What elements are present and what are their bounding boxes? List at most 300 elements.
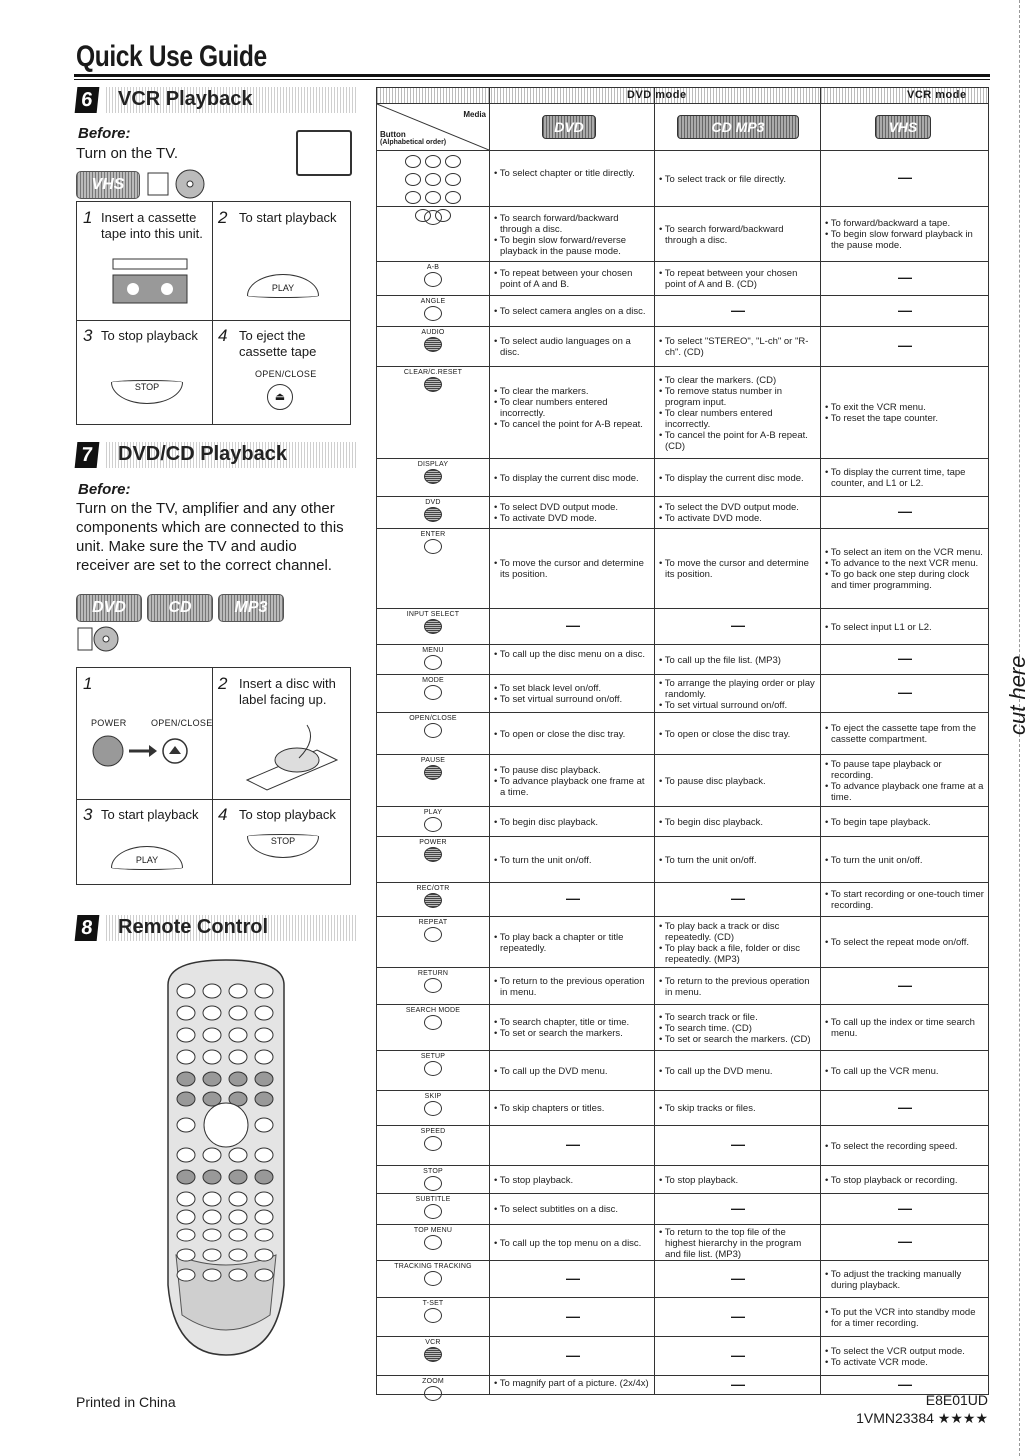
- vcr-function-cell: [824, 817, 984, 828]
- cd-function-cell: [658, 558, 816, 580]
- remote-button-cell: [377, 1227, 489, 1252]
- empty-cell-dash: —: [898, 684, 912, 700]
- remote-button-icon: [424, 377, 442, 392]
- remote-button-label: SPEED: [420, 1128, 446, 1135]
- remote-button-icon: [424, 1386, 442, 1401]
- function-text: • To repeat between your chosen point of A and B. (CD): [659, 268, 798, 290]
- remote-key[interactable]: [229, 1170, 247, 1184]
- remote-key[interactable]: [255, 1170, 273, 1184]
- remote-key[interactable]: [255, 1148, 273, 1162]
- play-button[interactable]: PLAY: [111, 846, 183, 870]
- empty-cell-dash: —: [731, 1269, 745, 1286]
- vcr-function-cell: [824, 855, 984, 866]
- function-text: • To select the VCR output mode.: [825, 1345, 965, 1357]
- function-text: • To select DVD output mode.: [494, 502, 619, 513]
- cd-function-cell: [658, 502, 816, 524]
- mp3-badge: MP3: [218, 594, 284, 622]
- remote-key[interactable]: [229, 1050, 247, 1064]
- remote-key[interactable]: [203, 1249, 221, 1261]
- remote-key[interactable]: [229, 1192, 247, 1206]
- remote-button-label: SEARCH MODE: [405, 1007, 461, 1014]
- dvd-function-cell: [493, 855, 651, 866]
- function-text: • To turn the unit on/off.: [659, 854, 757, 866]
- remote-key[interactable]: [229, 984, 247, 998]
- remote-button-cell: [377, 461, 489, 486]
- remote-button-cell: [377, 919, 489, 944]
- remote-button-label: SUBTITLE: [415, 1196, 451, 1203]
- function-text: • To put the VCR into standby mode for a timer recording.: [825, 1306, 976, 1329]
- function-text: • To return to the top file of the highest hierarchy in the program and file list. (MP3): [659, 1227, 802, 1260]
- remote-key[interactable]: [177, 1249, 195, 1261]
- remote-key[interactable]: [229, 1249, 247, 1261]
- remote-button-cell: [377, 298, 489, 323]
- remote-key[interactable]: [177, 984, 195, 998]
- cd-function-cell: [658, 655, 816, 666]
- function-text: • To call up the file list. (MP3): [659, 654, 781, 666]
- section-dvd-header: [76, 442, 366, 472]
- function-text: • To select track or file directly.: [659, 173, 787, 185]
- table-row: [377, 882, 988, 917]
- function-text: • To select the DVD output mode.: [659, 502, 799, 513]
- vcr-function-cell: [824, 1066, 984, 1077]
- remote-key[interactable]: [177, 1028, 195, 1042]
- remote-key[interactable]: [229, 1229, 247, 1241]
- remote-button-label: MODE: [422, 677, 444, 684]
- function-text: • To select an item on the VCR menu.: [825, 547, 983, 558]
- function-text: • To forward/backward a tape.: [825, 218, 951, 229]
- remote-button-label: SETUP: [420, 1053, 446, 1060]
- vhs-media-badge: VHS: [875, 115, 931, 139]
- remote-key[interactable]: [203, 1229, 221, 1241]
- vcr-function-cell: [824, 937, 984, 948]
- remote-button-cell: [377, 1007, 489, 1032]
- remote-key[interactable]: [255, 1229, 273, 1241]
- empty-cell-dash: —: [898, 169, 912, 185]
- table-row: [377, 712, 988, 755]
- remote-button-cell: [377, 1093, 489, 1118]
- table-row: [377, 644, 988, 675]
- function-text: • To activate VCR mode.: [825, 1356, 928, 1368]
- remote-button-cell: [377, 209, 489, 227]
- vcr-step-4-text: To eject the cassette tape: [239, 328, 317, 359]
- function-text: • To start recording or one-touch timer recording.: [825, 889, 984, 911]
- empty-cell-dash: —: [898, 269, 912, 285]
- remote-button-icon: [424, 1176, 442, 1191]
- dvd-function-cell: [493, 976, 651, 998]
- function-text: • To select audio languages on a disc.: [494, 336, 631, 358]
- function-text: • To magnify part of a picture. (2x/4x): [494, 1378, 649, 1389]
- empty-cell-dash: —: [898, 503, 912, 519]
- function-text: • To cancel the point for A-B repeat. (CD): [659, 429, 808, 452]
- remote-key[interactable]: [203, 1050, 221, 1064]
- vhs-badge: VHS: [76, 171, 140, 199]
- empty-cell-dash: —: [566, 617, 580, 633]
- table-row: [377, 206, 988, 262]
- remote-button-icon: [424, 685, 442, 700]
- remote-button-cell: [377, 1053, 489, 1078]
- function-text: • To stop playback.: [494, 1174, 574, 1186]
- function-text: • To clear the markers.: [494, 385, 589, 397]
- section-number: 7: [75, 442, 100, 468]
- empty-cell-dash: —: [898, 1199, 912, 1216]
- cd-function-cell: [658, 1066, 816, 1077]
- function-text: • To begin slow forward/reverse playback in the pause mode.: [494, 234, 626, 257]
- remote-button-label: DISPLAY: [417, 461, 449, 468]
- cd-mp3-media-badge: CD MP3: [677, 115, 799, 139]
- function-text: • To cancel the point for A-B repeat.: [494, 418, 643, 430]
- cd-function-cell: [658, 1175, 816, 1186]
- remote-button-icon: [424, 1136, 442, 1151]
- before-label: Before:: [78, 125, 131, 142]
- cd-function-cell: [658, 976, 816, 998]
- remote-button-icon: [424, 306, 442, 321]
- remote-button-cell: [377, 499, 489, 524]
- remote-button-label: CLEAR/C.RESET: [403, 369, 463, 376]
- empty-cell-dash: —: [566, 1307, 580, 1324]
- function-text: • To call up the disc menu on a disc.: [494, 649, 646, 660]
- vcr-steps-box: 1 Insert a cassette tape into this unit. 2 To start playback PLAY 3 To stop playback STOP 4 To eject the cassette tape OPEN/CLOSE ⏏: [76, 201, 351, 425]
- part-code: 1VMN23384 ★★★★: [856, 1410, 988, 1426]
- remote-button-cell: [377, 329, 489, 354]
- remote-key[interactable]: [177, 1050, 195, 1064]
- function-text: • To begin disc playback.: [659, 816, 764, 828]
- function-text: • To stop playback.: [659, 1174, 739, 1186]
- remote-button-icon: [424, 847, 442, 862]
- function-text: • To call up the DVD menu.: [659, 1065, 773, 1077]
- vcr-function-cell: [824, 1346, 984, 1368]
- remote-button-label: TRACKING TRACKING: [394, 1263, 472, 1270]
- function-text: • To play back a track or disc repeatedly. (CD): [659, 920, 780, 943]
- remote-key[interactable]: [177, 1210, 195, 1224]
- page-title: Quick Use Guide: [76, 40, 267, 73]
- cd-function-cell: [658, 1012, 816, 1045]
- table-row: [377, 1260, 988, 1298]
- play-button[interactable]: PLAY: [247, 274, 319, 298]
- remote-key[interactable]: [203, 1028, 221, 1042]
- remote-button-icon: [424, 1347, 442, 1362]
- remote-button-label: A-B: [426, 264, 440, 271]
- empty-cell-dash: —: [898, 650, 912, 666]
- function-text: • To advance to the next VCR menu.: [825, 558, 979, 569]
- table-row: [377, 496, 988, 529]
- function-text: • To select the recording speed.: [825, 1140, 958, 1152]
- cd-function-cell: [658, 174, 816, 185]
- function-text: • To set black level on/off.: [494, 683, 602, 694]
- function-text: • To select chapter or title directly.: [494, 168, 635, 179]
- empty-cell-dash: —: [731, 1375, 745, 1392]
- empty-cell-dash: —: [898, 337, 912, 353]
- function-text: • To turn the unit on/off.: [494, 854, 592, 866]
- cut-here-label: cut here: [1005, 655, 1030, 735]
- remote-key[interactable]: [177, 1229, 195, 1241]
- cd-function-cell: [658, 921, 816, 965]
- empty-cell-dash: —: [731, 617, 745, 633]
- table-row: [377, 1050, 988, 1091]
- remote-key[interactable]: [255, 1210, 273, 1224]
- function-text: • To return to the previous operation in menu.: [494, 975, 645, 998]
- table-row: [377, 366, 988, 459]
- remote-key[interactable]: [229, 1210, 247, 1224]
- remote-button-icon: [424, 337, 442, 352]
- table-row: [377, 1297, 988, 1337]
- function-text: • To adjust the tracking manually during playback.: [825, 1268, 962, 1291]
- vcr-step-3-text: To stop playback: [101, 328, 198, 343]
- power-openclose-icons: [91, 734, 209, 768]
- remote-key[interactable]: [255, 1050, 273, 1064]
- vcr-function-cell: [824, 218, 984, 251]
- function-text: • To move the cursor and determine its position.: [494, 558, 644, 580]
- empty-cell-dash: —: [731, 1199, 745, 1216]
- empty-cell-dash: —: [898, 1233, 912, 1249]
- remote-key[interactable]: [255, 1249, 273, 1261]
- remote-button-cell: [377, 1300, 489, 1325]
- dvd-function-cell: [493, 817, 651, 828]
- vcr-function-cell: [824, 1175, 984, 1186]
- remote-key[interactable]: [255, 1118, 273, 1132]
- remote-key[interactable]: [255, 1192, 273, 1206]
- empty-cell-dash: —: [731, 1136, 745, 1152]
- function-text: • To pause disc playback.: [659, 775, 766, 787]
- printed-in: Printed in China: [76, 1394, 176, 1410]
- remote-key[interactable]: [255, 1072, 273, 1086]
- remote-key[interactable]: [203, 1210, 221, 1224]
- title-rule: [74, 74, 990, 77]
- table-row: [377, 1375, 988, 1395]
- remote-key[interactable]: [203, 1269, 221, 1281]
- dvd-media-badge: DVD: [542, 115, 596, 139]
- function-text: • To clear numbers entered incorrectly.: [659, 407, 773, 430]
- remote-button-cell: [377, 715, 489, 740]
- remote-key[interactable]: [177, 1092, 195, 1106]
- remote-button-icon: [424, 1101, 442, 1116]
- vcr-function-cell: [824, 889, 984, 911]
- remote-button-icon: [424, 978, 442, 993]
- function-text: • To go back one step during clock and timer programming.: [825, 569, 970, 591]
- cd-function-cell: [658, 1103, 816, 1114]
- dvd-function-cell: [493, 1378, 651, 1389]
- cd-function-cell: [658, 224, 816, 246]
- remote-key[interactable]: [177, 1006, 195, 1020]
- cd-function-cell: [658, 268, 816, 290]
- function-text: • To skip tracks or files.: [659, 1103, 756, 1114]
- vcr-disc-icon: [146, 167, 212, 199]
- section-vcr-header: [76, 87, 366, 117]
- remote-key[interactable]: [255, 984, 273, 998]
- function-text: • To begin disc playback.: [494, 816, 599, 828]
- remote-button-icon: [424, 655, 442, 670]
- remote-key[interactable]: [203, 984, 221, 998]
- remote-key[interactable]: [255, 1028, 273, 1042]
- remote-key[interactable]: [203, 1170, 221, 1184]
- table-row: [377, 806, 988, 837]
- remote-key[interactable]: [177, 1269, 195, 1281]
- vcr-function-cell: [824, 723, 984, 745]
- remote-button-icon: [424, 1204, 442, 1219]
- function-text: • To set virtual surround on/off.: [494, 694, 623, 705]
- function-text: • To stop playback or recording.: [825, 1174, 958, 1186]
- cd-function-cell: [658, 729, 816, 740]
- cd-function-cell: [658, 1227, 816, 1260]
- function-text: • To arrange the playing order or play randomly.: [659, 677, 815, 700]
- function-text: • To set virtual surround on/off.: [659, 699, 788, 711]
- remote-button-label: PLAY: [423, 809, 443, 816]
- dvd-function-cell: [493, 729, 651, 740]
- remote-key[interactable]: [229, 1006, 247, 1020]
- dvd-disc-icon: [76, 624, 124, 654]
- stop-button[interactable]: STOP: [111, 380, 183, 404]
- remote-button-cell: [377, 757, 489, 782]
- remote-button-icon: [424, 539, 442, 554]
- table-row: [377, 967, 988, 1005]
- remote-button-cell: [377, 1128, 489, 1153]
- table-row: [377, 1004, 988, 1051]
- table-row: [377, 1165, 988, 1194]
- remote-button-label: MENU: [422, 647, 444, 654]
- remote-button-cell: [377, 970, 489, 995]
- remote-button-icon: [424, 1271, 442, 1286]
- table-row: [377, 1224, 988, 1261]
- empty-cell-dash: —: [731, 301, 745, 318]
- remote-button-cell: [377, 264, 489, 289]
- before-text: Turn on the TV.: [76, 145, 179, 162]
- dvd-step-2-text: Insert a disc with label facing up.: [239, 676, 336, 707]
- table-row: [377, 150, 988, 207]
- remote-button-icon: [424, 765, 442, 780]
- vcr-function-cell: [824, 1017, 984, 1039]
- cd-badge: CD: [147, 594, 213, 622]
- dvd-function-cell: [493, 932, 651, 954]
- dvd-function-cell: [493, 765, 651, 798]
- remote-key[interactable]: [229, 1148, 247, 1162]
- dvd-function-cell: [493, 1017, 651, 1039]
- section-title: Remote Control: [118, 916, 268, 938]
- dvd-function-cell: [493, 306, 651, 317]
- function-text: • To return to the previous operation in menu.: [659, 975, 810, 998]
- function-text: • To play back a chapter or title repeatedly.: [494, 931, 624, 954]
- remote-key[interactable]: [177, 1118, 195, 1132]
- dvd-function-cell: [493, 1204, 651, 1215]
- function-text: • To turn the unit on/off.: [825, 854, 923, 866]
- remote-key[interactable]: [177, 1170, 195, 1184]
- table-row: [377, 458, 988, 497]
- dvd-function-cell: [493, 649, 651, 660]
- remote-key[interactable]: [177, 1192, 195, 1206]
- function-text: • To select input L1 or L2.: [825, 621, 932, 633]
- remote-key[interactable]: [255, 1092, 273, 1106]
- function-text: • To eject the cassette tape from the cassette compartment.: [825, 723, 977, 745]
- remote-key[interactable]: [203, 1192, 221, 1206]
- vcr-function-cell: [824, 1307, 984, 1329]
- remote-button-icon: [424, 272, 442, 287]
- remote-button-label: POWER: [419, 839, 447, 846]
- function-text: • To call up the top menu on a disc.: [494, 1237, 642, 1249]
- remote-key[interactable]: [177, 1072, 195, 1086]
- function-text: • To open or close the disc tray.: [659, 728, 791, 740]
- vcr-function-cell: [824, 547, 984, 591]
- remote-key[interactable]: [177, 1148, 195, 1162]
- empty-cell-dash: —: [566, 1136, 580, 1152]
- eject-button[interactable]: ⏏: [267, 384, 293, 410]
- remote-button-label: REC/OTR: [416, 885, 450, 892]
- remote-key[interactable]: [203, 1006, 221, 1020]
- empty-cell-dash: —: [566, 1346, 580, 1363]
- power-label: POWER: [91, 718, 127, 728]
- remote-key[interactable]: [229, 1269, 247, 1281]
- table-row: [377, 326, 988, 367]
- remote-key[interactable]: [229, 1072, 247, 1086]
- dvd-function-cell: [493, 1103, 651, 1114]
- remote-button-cell: [377, 647, 489, 672]
- remote-button-cell: [377, 839, 489, 864]
- empty-cell-dash: —: [898, 976, 912, 993]
- remote-button-label: REPEAT: [418, 919, 448, 926]
- remote-button-cell: [377, 611, 489, 636]
- dvd-function-cell: [493, 168, 651, 179]
- empty-cell-dash: —: [731, 890, 745, 906]
- title-rule-thin: [74, 79, 990, 80]
- function-text: • To activate DVD mode.: [659, 513, 762, 524]
- function-text: • To clear numbers entered incorrectly.: [494, 396, 608, 419]
- dvd-function-cell: [493, 386, 651, 430]
- section-remote-header: [76, 915, 366, 945]
- remote-button-icon: [424, 619, 442, 634]
- function-text: • To begin slow forward playback in the pause mode.: [825, 229, 973, 251]
- remote-button-cell: [377, 1168, 489, 1193]
- function-text: • To set or search the markers. (CD): [659, 1033, 811, 1045]
- vcr-step-1-text: Insert a cassette tape into this unit.: [101, 210, 203, 241]
- function-text: • To search forward/backward through a disc.: [494, 212, 619, 235]
- function-text: • To search forward/backward through a disc.: [659, 223, 784, 246]
- remote-key[interactable]: [255, 1006, 273, 1020]
- remote-key[interactable]: [255, 1269, 273, 1281]
- function-text: • To move the cursor and determine its position.: [659, 558, 809, 580]
- dvd-mode-header: DVD mode: [627, 89, 687, 101]
- dvd-steps-box: 1 POWER OPEN/CLOSE 2 Insert a disc with label facing up. 3 To start playback PLAY 4 To stop playback STOP: [76, 667, 351, 885]
- empty-cell-dash: —: [731, 1346, 745, 1363]
- vcr-function-cell: [824, 622, 984, 633]
- function-text: • To repeat between your chosen point of A and B.: [494, 268, 633, 290]
- empty-cell-dash: —: [731, 1307, 745, 1324]
- function-table: [376, 87, 989, 1395]
- remote-button-cell: [377, 369, 489, 394]
- remote-button-icon: [424, 1308, 442, 1323]
- stop-button[interactable]: STOP: [247, 834, 319, 858]
- function-text: • To display the current disc mode.: [659, 472, 804, 484]
- remote-key[interactable]: [203, 1072, 221, 1086]
- remote-button-cell: [377, 677, 489, 702]
- remote-button-icon: [424, 893, 442, 908]
- dvd-function-cell: [493, 1175, 651, 1186]
- function-text: • To play back a file, folder or disc repeatedly. (MP3): [659, 942, 800, 965]
- remote-key[interactable]: [203, 1148, 221, 1162]
- remote-button-icon: [424, 723, 442, 738]
- table-row: [377, 608, 988, 645]
- vcr-function-cell: [824, 1269, 984, 1291]
- section-number: 8: [75, 915, 100, 941]
- table-row: [377, 261, 988, 296]
- remote-dpad[interactable]: [204, 1103, 248, 1147]
- function-text: • To select "STEREO", "L-ch" or "R-ch". (CD): [659, 336, 809, 358]
- function-text: • To begin tape playback.: [825, 816, 931, 828]
- remote-key[interactable]: [229, 1028, 247, 1042]
- remote-button-label: TOP MENU: [413, 1227, 453, 1234]
- function-text: • To reset the tape counter.: [825, 413, 939, 424]
- function-text: • To skip chapters or titles.: [494, 1103, 605, 1114]
- dvd-step-4-text: To stop playback: [239, 807, 336, 822]
- remote-button-icon: [424, 1015, 442, 1030]
- remote-button-label: T-SET: [422, 1300, 444, 1307]
- remote-button-label: VCR: [425, 1339, 441, 1346]
